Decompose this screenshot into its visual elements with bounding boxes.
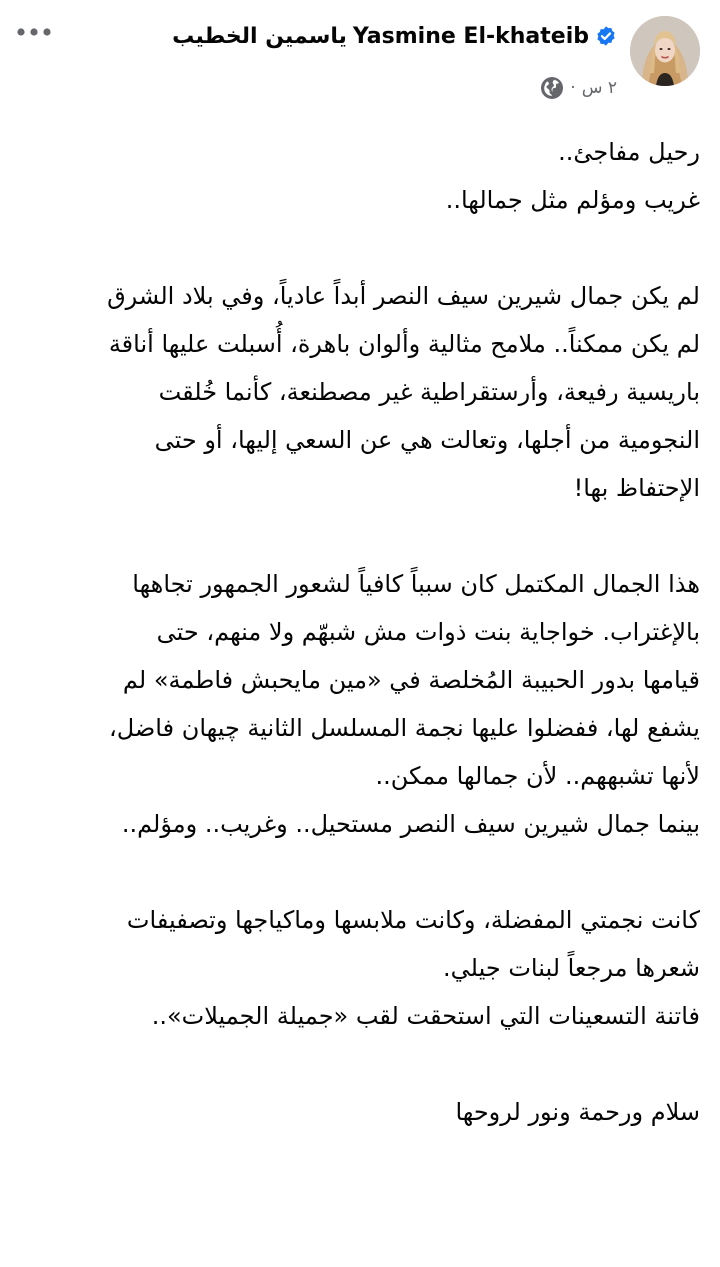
post-line: رحيل مفاجئ.. [558, 138, 700, 166]
post-header [0, 0, 720, 110]
post-line: غريب ومؤلم مثل جمالها.. [445, 186, 700, 214]
author-name-row [172, 18, 617, 54]
globe-icon[interactable] [540, 76, 564, 100]
post-line: يشفع لها، ففضلوا عليها نجمة المسلسل الثانية چيهان فاضل، [109, 714, 700, 742]
profile-photo [630, 16, 700, 86]
post-paragraph-2 [20, 272, 700, 512]
post-line: بالإغتراب. خواجاية بنت ذوات مش شبهّم ولا منهم، حتى [156, 618, 700, 646]
post-line: باريسية رفيعة، وأرستقراطية غير مصطنعة، كأنما خُلقت [158, 378, 700, 406]
post-line: النجومية من أجلها، وتعالت هي عن السعي إليها، أو حتى [154, 426, 700, 454]
post-line: هذا الجمال المكتمل كان سبباً كافياً لشعور الجمهور تجاهها [132, 570, 700, 598]
more-options-button[interactable] [14, 20, 54, 44]
author-name-ar[interactable]: ياسمين الخطيب [172, 23, 347, 49]
post-meta [540, 72, 617, 104]
post-line: بينما جمال شيرين سيف النصر مستحيل.. وغريب.. ومؤلم.. [121, 810, 700, 838]
more-horizontal-icon [17, 28, 51, 36]
post-line: الإحتفاظ بها! [573, 474, 700, 502]
post-paragraph-5 [20, 1088, 700, 1136]
avatar[interactable] [630, 16, 700, 86]
post-line: لم يكن ممكناً.. ملامح مثالية وألوان باهرة، أُسبلت عليها أناقة [108, 330, 700, 358]
post-line: قيامها بدور الحبيبة المُخلصة في «مين مايحبش فاطمة» لم [122, 666, 700, 694]
post-line: لأنها تشبههم.. لأن جمالها ممكن.. [375, 762, 700, 790]
post-paragraph-3 [20, 560, 700, 848]
verified-badge-icon [595, 25, 617, 47]
meta-separator: · [570, 78, 576, 98]
post-paragraph-1 [20, 128, 700, 224]
post-line: لم يكن جمال شيرين سيف النصر أبداً عادياً، وفي بلاد الشرق [107, 282, 700, 310]
author-name-en[interactable]: Yasmine El-khateib [352, 23, 589, 49]
post-line: شعرها مرجعاً لبنات جيلي. [443, 954, 700, 982]
post-line: كانت نجمتي المفضلة، وكانت ملابسها وماكياجها وتصفيفات [126, 906, 700, 934]
post-line: سلام ورحمة ونور لروحها [455, 1098, 700, 1126]
post-line: فاتنة التسعينات التي استحقت لقب «جميلة الجميلات».. [151, 1002, 700, 1030]
post-timestamp[interactable]: ٢ س [581, 78, 617, 98]
post-text [20, 128, 700, 1136]
post-paragraph-4 [20, 896, 700, 1040]
